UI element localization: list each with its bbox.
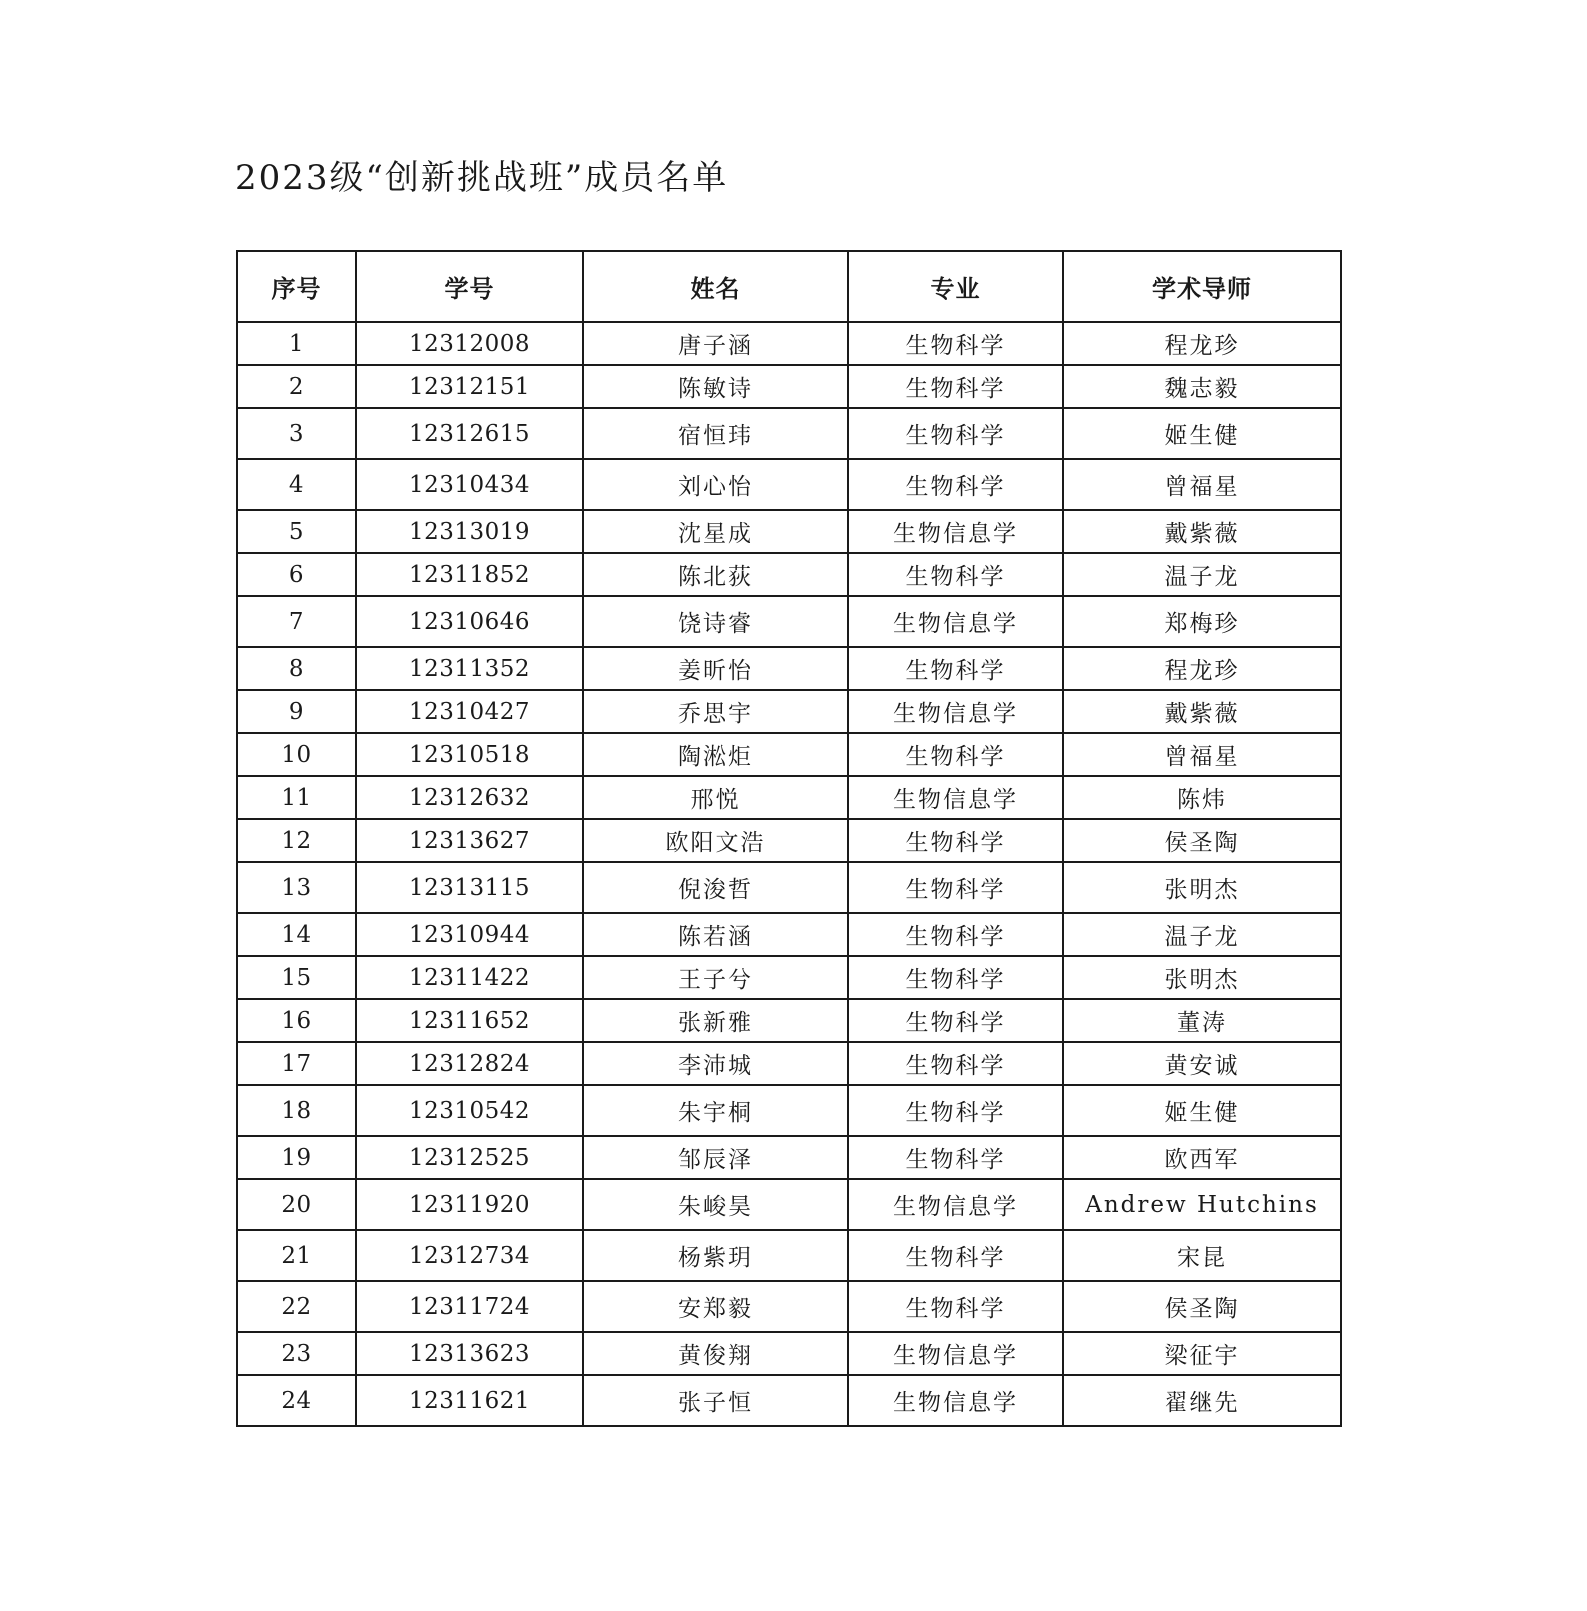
table-row xyxy=(237,408,1341,459)
document-title: 2023级“创新挑战班”成员名单 xyxy=(235,158,729,198)
cell-student-id: 12313623 xyxy=(356,1332,583,1375)
cell-index: 13 xyxy=(237,862,356,913)
cell-major: 生物科学 xyxy=(848,365,1063,408)
cell-student-id: 12312734 xyxy=(356,1230,583,1281)
cell-index: 24 xyxy=(237,1375,356,1426)
column-header-student-id: 学号 xyxy=(356,251,583,322)
cell-student-id: 12311852 xyxy=(356,553,583,596)
cell-student-id: 12312824 xyxy=(356,1042,583,1085)
cell-index: 22 xyxy=(237,1281,356,1332)
table-row xyxy=(237,459,1341,510)
table-row xyxy=(237,1332,1341,1375)
cell-major: 生物信息学 xyxy=(848,510,1063,553)
cell-student-id: 12312008 xyxy=(356,322,583,365)
cell-name: 李沛城 xyxy=(583,1042,848,1085)
cell-name: 邢悦 xyxy=(583,776,848,819)
cell-student-id: 12310944 xyxy=(356,913,583,956)
cell-student-id: 12312525 xyxy=(356,1136,583,1179)
cell-advisor: 曾福星 xyxy=(1063,459,1341,510)
cell-name: 陈北荻 xyxy=(583,553,848,596)
cell-major: 生物科学 xyxy=(848,647,1063,690)
table-row xyxy=(237,913,1341,956)
cell-student-id: 12313627 xyxy=(356,819,583,862)
cell-advisor: 温子龙 xyxy=(1063,553,1341,596)
table-row xyxy=(237,690,1341,733)
cell-advisor: 郑梅珍 xyxy=(1063,596,1341,647)
cell-major: 生物科学 xyxy=(848,322,1063,365)
cell-advisor: 梁征宇 xyxy=(1063,1332,1341,1375)
cell-advisor: 翟继先 xyxy=(1063,1375,1341,1426)
cell-student-id: 12311920 xyxy=(356,1179,583,1230)
cell-advisor: 陈炜 xyxy=(1063,776,1341,819)
cell-index: 8 xyxy=(237,647,356,690)
cell-student-id: 12312151 xyxy=(356,365,583,408)
cell-major: 生物科学 xyxy=(848,999,1063,1042)
cell-name: 倪浚哲 xyxy=(583,862,848,913)
table-row xyxy=(237,1230,1341,1281)
cell-student-id: 12313019 xyxy=(356,510,583,553)
table-row xyxy=(237,819,1341,862)
cell-advisor: 欧西军 xyxy=(1063,1136,1341,1179)
cell-student-id: 12310542 xyxy=(356,1085,583,1136)
cell-advisor: 侯圣陶 xyxy=(1063,1281,1341,1332)
cell-name: 欧阳文浩 xyxy=(583,819,848,862)
table-row xyxy=(237,1136,1341,1179)
cell-index: 18 xyxy=(237,1085,356,1136)
cell-major: 生物科学 xyxy=(848,1281,1063,1332)
table-row xyxy=(237,956,1341,999)
cell-name: 沈星成 xyxy=(583,510,848,553)
cell-student-id: 12311621 xyxy=(356,1375,583,1426)
table-row xyxy=(237,510,1341,553)
cell-name: 刘心怡 xyxy=(583,459,848,510)
cell-index: 3 xyxy=(237,408,356,459)
cell-major: 生物科学 xyxy=(848,408,1063,459)
table-row xyxy=(237,1281,1341,1332)
table-row xyxy=(237,596,1341,647)
cell-index: 5 xyxy=(237,510,356,553)
cell-name: 杨紫玥 xyxy=(583,1230,848,1281)
column-header-major: 专业 xyxy=(848,251,1063,322)
cell-name: 唐子涵 xyxy=(583,322,848,365)
cell-name: 姜昕怡 xyxy=(583,647,848,690)
cell-name: 朱宇桐 xyxy=(583,1085,848,1136)
cell-student-id: 12310434 xyxy=(356,459,583,510)
cell-major: 生物科学 xyxy=(848,913,1063,956)
cell-index: 16 xyxy=(237,999,356,1042)
cell-advisor: 程龙珍 xyxy=(1063,647,1341,690)
cell-name: 王子兮 xyxy=(583,956,848,999)
cell-name: 黄俊翔 xyxy=(583,1332,848,1375)
cell-index: 1 xyxy=(237,322,356,365)
cell-student-id: 12311652 xyxy=(356,999,583,1042)
cell-student-id: 12312632 xyxy=(356,776,583,819)
cell-name: 陈敏诗 xyxy=(583,365,848,408)
cell-name: 陶淞炬 xyxy=(583,733,848,776)
cell-major: 生物科学 xyxy=(848,553,1063,596)
cell-name: 张子恒 xyxy=(583,1375,848,1426)
cell-advisor: 程龙珍 xyxy=(1063,322,1341,365)
cell-advisor: Andrew Hutchins xyxy=(1063,1179,1341,1230)
cell-advisor: 魏志毅 xyxy=(1063,365,1341,408)
cell-index: 12 xyxy=(237,819,356,862)
cell-advisor: 侯圣陶 xyxy=(1063,819,1341,862)
cell-index: 2 xyxy=(237,365,356,408)
cell-name: 朱峻昊 xyxy=(583,1179,848,1230)
cell-student-id: 12310427 xyxy=(356,690,583,733)
table-row xyxy=(237,733,1341,776)
column-header-index: 序号 xyxy=(237,251,356,322)
cell-index: 19 xyxy=(237,1136,356,1179)
cell-major: 生物信息学 xyxy=(848,1332,1063,1375)
cell-major: 生物科学 xyxy=(848,459,1063,510)
cell-major: 生物科学 xyxy=(848,862,1063,913)
cell-index: 15 xyxy=(237,956,356,999)
cell-major: 生物信息学 xyxy=(848,596,1063,647)
cell-advisor: 黄安诚 xyxy=(1063,1042,1341,1085)
cell-student-id: 12312615 xyxy=(356,408,583,459)
cell-index: 10 xyxy=(237,733,356,776)
cell-major: 生物科学 xyxy=(848,1085,1063,1136)
cell-index: 23 xyxy=(237,1332,356,1375)
cell-major: 生物科学 xyxy=(848,819,1063,862)
table-row xyxy=(237,553,1341,596)
cell-name: 乔思宇 xyxy=(583,690,848,733)
cell-major: 生物科学 xyxy=(848,733,1063,776)
cell-student-id: 12310518 xyxy=(356,733,583,776)
cell-index: 14 xyxy=(237,913,356,956)
cell-advisor: 董涛 xyxy=(1063,999,1341,1042)
table-header-row xyxy=(237,251,1341,322)
cell-student-id: 12311352 xyxy=(356,647,583,690)
cell-major: 生物科学 xyxy=(848,956,1063,999)
member-table xyxy=(236,250,1342,1427)
cell-student-id: 12313115 xyxy=(356,862,583,913)
cell-index: 20 xyxy=(237,1179,356,1230)
cell-advisor: 曾福星 xyxy=(1063,733,1341,776)
cell-advisor: 张明杰 xyxy=(1063,956,1341,999)
cell-name: 张新雅 xyxy=(583,999,848,1042)
cell-advisor: 宋昆 xyxy=(1063,1230,1341,1281)
cell-index: 7 xyxy=(237,596,356,647)
table-row xyxy=(237,1042,1341,1085)
cell-advisor: 姬生健 xyxy=(1063,408,1341,459)
cell-name: 饶诗睿 xyxy=(583,596,848,647)
table-row xyxy=(237,322,1341,365)
cell-index: 6 xyxy=(237,553,356,596)
cell-name: 宿恒玮 xyxy=(583,408,848,459)
column-header-advisor: 学术导师 xyxy=(1063,251,1341,322)
cell-advisor: 温子龙 xyxy=(1063,913,1341,956)
cell-index: 11 xyxy=(237,776,356,819)
cell-index: 4 xyxy=(237,459,356,510)
cell-student-id: 12311422 xyxy=(356,956,583,999)
cell-index: 21 xyxy=(237,1230,356,1281)
cell-advisor: 戴紫薇 xyxy=(1063,510,1341,553)
cell-name: 邹辰泽 xyxy=(583,1136,848,1179)
column-header-name: 姓名 xyxy=(583,251,848,322)
table-row xyxy=(237,647,1341,690)
cell-major: 生物信息学 xyxy=(848,776,1063,819)
cell-index: 9 xyxy=(237,690,356,733)
cell-student-id: 12310646 xyxy=(356,596,583,647)
table-row xyxy=(237,365,1341,408)
table-row xyxy=(237,1085,1341,1136)
cell-major: 生物科学 xyxy=(848,1136,1063,1179)
cell-name: 安郑毅 xyxy=(583,1281,848,1332)
cell-student-id: 12311724 xyxy=(356,1281,583,1332)
cell-index: 17 xyxy=(237,1042,356,1085)
table-row xyxy=(237,776,1341,819)
cell-name: 陈若涵 xyxy=(583,913,848,956)
cell-major: 生物信息学 xyxy=(848,690,1063,733)
cell-major: 生物信息学 xyxy=(848,1179,1063,1230)
table-row xyxy=(237,862,1341,913)
table-row xyxy=(237,1179,1341,1230)
cell-major: 生物科学 xyxy=(848,1042,1063,1085)
cell-major: 生物信息学 xyxy=(848,1375,1063,1426)
cell-advisor: 姬生健 xyxy=(1063,1085,1341,1136)
cell-advisor: 张明杰 xyxy=(1063,862,1341,913)
cell-advisor: 戴紫薇 xyxy=(1063,690,1341,733)
cell-major: 生物科学 xyxy=(848,1230,1063,1281)
table-row xyxy=(237,999,1341,1042)
table-row xyxy=(237,1375,1341,1426)
